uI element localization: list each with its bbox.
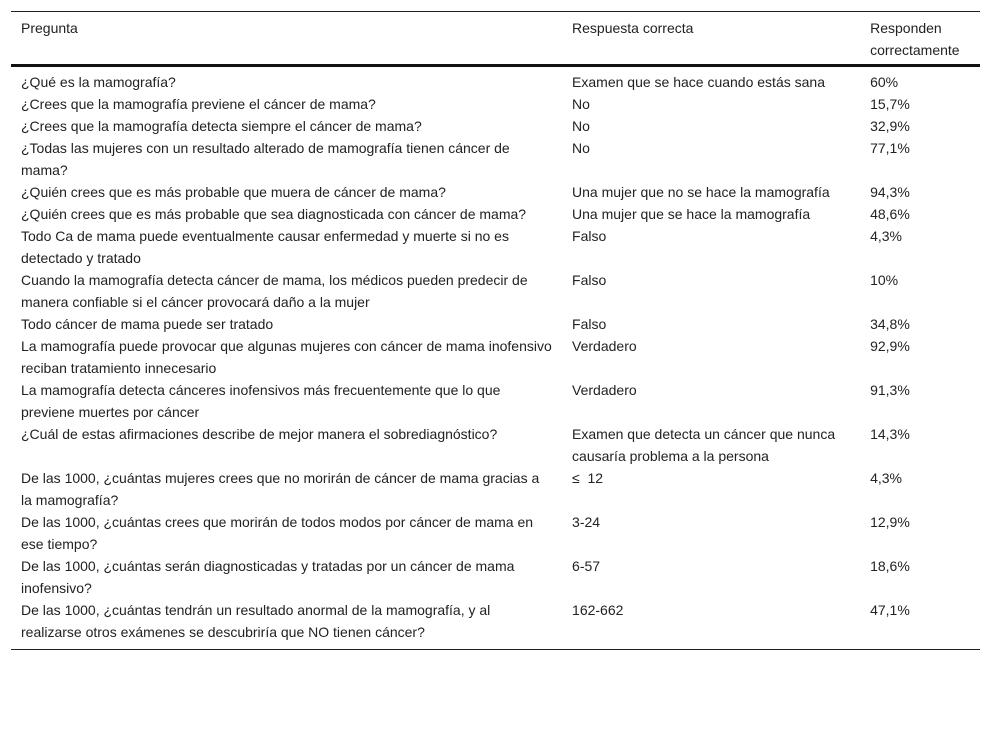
question-cell: ¿Quién crees que es más probable que muera de cáncer de mama? [21, 184, 446, 200]
question-cell: ¿Cuál de estas afirmaciones describe de mejor manera el sobrediagnóstico? [21, 426, 498, 442]
answer-cell: 3-24 [572, 514, 601, 530]
percent-cell: 91,3% [870, 382, 910, 398]
answer-cell: Una mujer que no se hace la mamografía [572, 184, 830, 200]
question-cell: ¿Qué es la mamografía? [21, 74, 176, 90]
table-row [11, 225, 980, 269]
header-row [11, 12, 980, 66]
table-row [11, 93, 980, 115]
answer-cell: Una mujer que se hace la mamografía [572, 206, 811, 222]
question-cell: ¿Todas las mujeres con un resultado alterado de mamografía tienen cáncer de mama? [21, 140, 510, 178]
answer-cell: Verdadero [572, 382, 637, 398]
question-cell: De las 1000, ¿cuántas crees que morirán de todos modos por cáncer de mama en ese tiempo? [21, 514, 534, 552]
answer-cell: Falso [572, 316, 607, 332]
header-pregunta: Pregunta [11, 12, 562, 66]
question-cell: De las 1000, ¿cuántas mujeres crees que no morirán de cáncer de mama gracias a la mamografía? [21, 470, 540, 508]
percent-cell: 32,9% [870, 118, 910, 134]
answer-cell: Falso [572, 228, 607, 244]
table-row [11, 379, 980, 423]
survey-results-table [11, 11, 980, 650]
table-row [11, 269, 980, 313]
table-row [11, 203, 980, 225]
answer-cell: 162-662 [572, 602, 624, 618]
table-row [11, 335, 980, 379]
table-row [11, 66, 980, 94]
table-row [11, 511, 980, 555]
table-row [11, 137, 980, 181]
answer-cell: ≤ 12 [572, 470, 604, 486]
percent-cell: 18,6% [870, 558, 910, 574]
answer-cell: No [572, 118, 590, 134]
percent-cell: 47,1% [870, 602, 910, 618]
percent-cell: 48,6% [870, 206, 910, 222]
question-cell: De las 1000, ¿cuántas serán diagnosticadas y tratadas por un cáncer de mama inofensivo? [21, 558, 515, 596]
question-cell: Todo cáncer de mama puede ser tratado [21, 316, 274, 332]
header-respuesta: Respuesta correcta [562, 12, 860, 66]
percent-cell: 77,1% [870, 140, 910, 156]
answer-cell: Examen que se hace cuando estás sana [572, 74, 825, 90]
table-row [11, 599, 980, 650]
answer-cell: No [572, 96, 590, 112]
percent-cell: 15,7% [870, 96, 910, 112]
question-cell: La mamografía detecta cánceres inofensivos más frecuentemente que lo que previene muertes por cáncer [21, 382, 501, 420]
percent-cell: 4,3% [870, 470, 903, 486]
percent-cell: 10% [870, 272, 899, 288]
answer-cell: Verdadero [572, 338, 637, 354]
header-porcentaje: Responden correctamente [860, 12, 980, 66]
question-cell: De las 1000, ¿cuántas tendrán un resultado anormal de la mamografía, y al realizarse otros exámenes se descubriría que NO tienen cáncer? [21, 602, 491, 640]
question-cell: ¿Crees que la mamografía previene el cáncer de mama? [21, 96, 376, 112]
table-row [11, 467, 980, 511]
percent-cell: 34,8% [870, 316, 910, 332]
answer-cell: Examen que detecta un cáncer que nunca causaría problema a la persona [572, 426, 836, 464]
answer-cell: 6-57 [572, 558, 601, 574]
table-row [11, 555, 980, 599]
table-row [11, 115, 980, 137]
table-row [11, 313, 980, 335]
percent-cell: 94,3% [870, 184, 910, 200]
table-row [11, 423, 980, 467]
question-cell: La mamografía puede provocar que algunas mujeres con cáncer de mama inofensivo reciban tratamiento innecesario [21, 338, 552, 376]
answer-cell: Falso [572, 272, 607, 288]
percent-cell: 60% [870, 74, 899, 90]
percent-cell: 12,9% [870, 514, 910, 530]
percent-cell: 14,3% [870, 426, 910, 442]
answer-cell: No [572, 140, 590, 156]
question-cell: Todo Ca de mama puede eventualmente causar enfermedad y muerte si no es detectado y tratado [21, 228, 509, 266]
table-row [11, 181, 980, 203]
question-cell: Cuando la mamografía detecta cáncer de mama, los médicos pueden predecir de manera confiable si el cáncer provocará daño a la mujer [21, 272, 528, 310]
question-cell: ¿Crees que la mamografía detecta siempre el cáncer de mama? [21, 118, 422, 134]
percent-cell: 92,9% [870, 338, 910, 354]
question-cell: ¿Quién crees que es más probable que sea diagnosticada con cáncer de mama? [21, 206, 527, 222]
percent-cell: 4,3% [870, 228, 903, 244]
